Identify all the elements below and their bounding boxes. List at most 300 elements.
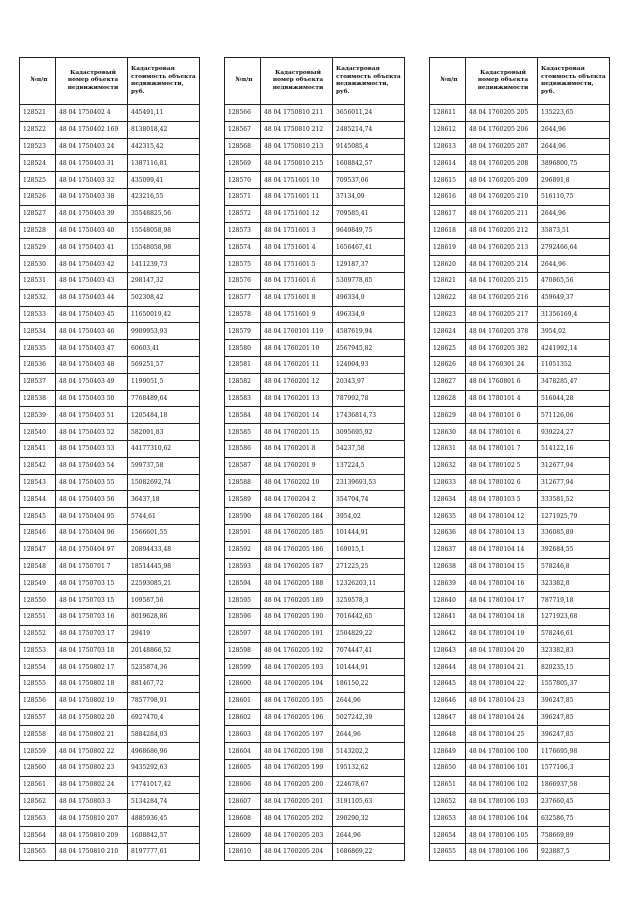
cell-cad-value: 7016442,65 xyxy=(333,608,405,625)
table-row xyxy=(20,676,200,693)
table-row xyxy=(430,726,610,743)
cell-cad-number: 48 04 1760205 195 xyxy=(261,692,333,709)
cadastral-table-3 xyxy=(429,57,610,861)
cell-cad-number: 48 04 1760205 212 xyxy=(466,222,538,239)
cell-cad-number: 48 04 1751601 10 xyxy=(261,172,333,189)
cell-cad-number: 48 04 1750810 207 xyxy=(56,810,128,827)
cell-num: 128590 xyxy=(225,508,261,525)
cell-num: 128624 xyxy=(430,323,466,340)
table-row xyxy=(430,457,610,474)
cell-cad-number: 48 04 1750810 212 xyxy=(261,121,333,138)
cell-cad-number: 48 04 1750403 49 xyxy=(56,373,128,390)
cell-num: 128560 xyxy=(20,760,56,777)
cell-cad-value: 290290,32 xyxy=(333,810,405,827)
cell-cad-value: 9145085,4 xyxy=(333,138,405,155)
cell-cad-number: 48 04 1750403 44 xyxy=(56,289,128,306)
table-row xyxy=(430,205,610,222)
table-row xyxy=(430,373,610,390)
cell-cad-value: 396247,85 xyxy=(538,726,610,743)
cell-cad-value: 5143202,2 xyxy=(333,743,405,760)
cell-cad-number: 48 04 1750404 97 xyxy=(56,541,128,558)
cell-cad-value: 37134,09 xyxy=(333,188,405,205)
table-row xyxy=(225,373,405,390)
table-row xyxy=(20,642,200,659)
cell-cad-value: 35873,51 xyxy=(538,222,610,239)
cell-cad-number: 48 04 1760205 201 xyxy=(261,793,333,810)
table-row xyxy=(225,340,405,357)
table-row xyxy=(20,323,200,340)
cell-cad-value: 1205484,18 xyxy=(128,407,200,424)
cell-num: 128550 xyxy=(20,592,56,609)
cell-cad-number: 48 04 1750810 215 xyxy=(261,155,333,172)
cell-cad-value: 923887,5 xyxy=(538,844,610,861)
cell-num: 128650 xyxy=(430,760,466,777)
cell-num: 128572 xyxy=(225,205,261,222)
cell-num: 128651 xyxy=(430,776,466,793)
cell-num: 128557 xyxy=(20,709,56,726)
cadastral-table-2 xyxy=(224,57,405,861)
cell-cad-number: 48 04 1760204 2 xyxy=(261,491,333,508)
table-row xyxy=(225,743,405,760)
cell-num: 128552 xyxy=(20,625,56,642)
cell-num: 128627 xyxy=(430,373,466,390)
cell-cad-value: 758669,89 xyxy=(538,827,610,844)
table-row xyxy=(225,726,405,743)
cell-num: 128605 xyxy=(225,760,261,777)
cell-cad-value: 2644,96 xyxy=(333,692,405,709)
cell-num: 128652 xyxy=(430,793,466,810)
cell-cad-number: 48 04 1750403 45 xyxy=(56,306,128,323)
table-row xyxy=(430,558,610,575)
cell-num: 128588 xyxy=(225,474,261,491)
cell-cad-value: 709585,41 xyxy=(333,205,405,222)
table-row xyxy=(20,491,200,508)
table-row xyxy=(430,222,610,239)
table-row xyxy=(20,709,200,726)
table-row xyxy=(430,239,610,256)
cell-cad-number: 48 04 1760201 9 xyxy=(261,457,333,474)
cell-num: 128543 xyxy=(20,474,56,491)
cell-cad-value: 5744,61 xyxy=(128,508,200,525)
table-row xyxy=(430,188,610,205)
table-row xyxy=(430,541,610,558)
cell-cad-value: 470865,56 xyxy=(538,272,610,289)
cell-num: 128644 xyxy=(430,659,466,676)
table-row xyxy=(225,105,405,122)
cell-cad-value: 20148866,52 xyxy=(128,642,200,659)
table-row xyxy=(20,138,200,155)
cell-cad-value: 2644,96 xyxy=(538,205,610,222)
cell-cad-value: 2485214,74 xyxy=(333,121,405,138)
cell-num: 128623 xyxy=(430,306,466,323)
cell-cad-value: 31356169,4 xyxy=(538,306,610,323)
table-row xyxy=(20,541,200,558)
cell-cad-value: 3954,02 xyxy=(333,508,405,525)
cell-cad-number: 48 04 1750403 47 xyxy=(56,340,128,357)
table-row xyxy=(225,205,405,222)
cell-num: 128601 xyxy=(225,692,261,709)
cell-num: 128538 xyxy=(20,390,56,407)
cell-cad-number: 48 04 1780104 14 xyxy=(466,541,538,558)
cell-cad-number: 48 04 1750403 38 xyxy=(56,188,128,205)
table-row xyxy=(225,659,405,676)
cell-cad-value: 312677,94 xyxy=(538,457,610,474)
cell-cad-value: 3095695,92 xyxy=(333,424,405,441)
cell-cad-number: 48 04 1760205 193 xyxy=(261,659,333,676)
table-row xyxy=(225,642,405,659)
table-row xyxy=(430,608,610,625)
cell-cad-value: 323382,8 xyxy=(538,575,610,592)
cell-cad-number: 48 04 1750403 42 xyxy=(56,256,128,273)
cell-cad-value: 17741017,42 xyxy=(128,776,200,793)
cell-cad-number: 48 04 1760201 13 xyxy=(261,390,333,407)
cell-cad-number: 48 04 1760205 208 xyxy=(466,155,538,172)
table-row xyxy=(20,524,200,541)
cell-cad-number: 48 04 1750404 96 xyxy=(56,524,128,541)
cell-cad-number: 48 04 1751601 5 xyxy=(261,256,333,273)
cell-cad-value: 186150,22 xyxy=(333,676,405,693)
cell-cad-number: 48 04 1760205 199 xyxy=(261,760,333,777)
cell-cad-number: 48 04 1780104 23 xyxy=(466,692,538,709)
cell-num: 128615 xyxy=(430,172,466,189)
cell-cad-value: 3954,02 xyxy=(538,323,610,340)
cell-cad-number: 48 04 1760205 189 xyxy=(261,592,333,609)
cell-num: 128579 xyxy=(225,323,261,340)
cell-num: 128632 xyxy=(430,457,466,474)
cell-cad-number: 48 04 1751601 3 xyxy=(261,222,333,239)
table-row xyxy=(225,424,405,441)
cell-cad-value: 1387116,81 xyxy=(128,155,200,172)
cell-cad-number: 48 04 1760201 8 xyxy=(261,440,333,457)
cell-cad-number: 48 04 1760201 14 xyxy=(261,407,333,424)
cell-num: 128598 xyxy=(225,642,261,659)
table-row xyxy=(20,289,200,306)
cell-cad-value: 435099,41 xyxy=(128,172,200,189)
cell-num: 128558 xyxy=(20,726,56,743)
cell-cad-number: 48 04 1750403 32 xyxy=(56,172,128,189)
table-row xyxy=(430,844,610,861)
cell-num: 128639 xyxy=(430,575,466,592)
cell-cad-value: 578246,8 xyxy=(538,558,610,575)
header-cad-value: Кадастровая стоимость объекта недвижимости, руб. xyxy=(333,58,405,105)
cell-cad-value: 296891,8 xyxy=(538,172,610,189)
cell-cad-value: 442315,42 xyxy=(128,138,200,155)
cell-num: 128643 xyxy=(430,642,466,659)
cell-cad-value: 224678,67 xyxy=(333,776,405,793)
cell-cad-number: 48 04 1760205 213 xyxy=(466,239,538,256)
table-row xyxy=(430,306,610,323)
table-row xyxy=(430,121,610,138)
table-row xyxy=(20,743,200,760)
cell-cad-number: 48 04 1780104 13 xyxy=(466,524,538,541)
cell-num: 128653 xyxy=(430,810,466,827)
cell-cad-value: 60603,41 xyxy=(128,340,200,357)
cell-cad-value: 2644,96 xyxy=(538,256,610,273)
cell-cad-value: 496334,9 xyxy=(333,289,405,306)
cell-cad-value: 1271923,68 xyxy=(538,608,610,625)
table-row xyxy=(430,592,610,609)
cell-cad-number: 48 04 1750803 3 xyxy=(56,793,128,810)
cell-cad-number: 48 04 1780101 6 xyxy=(466,424,538,441)
cell-cad-number: 48 04 1750802 23 xyxy=(56,760,128,777)
cell-cad-number: 48 04 1750404 95 xyxy=(56,508,128,525)
cell-num: 128626 xyxy=(430,356,466,373)
cell-cad-value: 516044,28 xyxy=(538,390,610,407)
cell-num: 128521 xyxy=(20,105,56,122)
cell-cad-number: 48 04 1760205 196 xyxy=(261,709,333,726)
cell-cad-value: 195132,62 xyxy=(333,760,405,777)
cell-cad-value: 423216,55 xyxy=(128,188,200,205)
cell-cad-number: 48 04 1750810 211 xyxy=(261,105,333,122)
cell-num: 128529 xyxy=(20,239,56,256)
cell-num: 128534 xyxy=(20,323,56,340)
cell-cad-value: 582091,83 xyxy=(128,424,200,441)
cell-num: 128561 xyxy=(20,776,56,793)
table-row xyxy=(225,709,405,726)
cell-num: 128610 xyxy=(225,844,261,861)
cell-num: 128536 xyxy=(20,356,56,373)
table-row xyxy=(20,188,200,205)
cell-num: 128640 xyxy=(430,592,466,609)
cell-cad-value: 3191105,63 xyxy=(333,793,405,810)
header-cad-number: Кадастровый номер объекта недвижимости xyxy=(261,58,333,105)
table-row xyxy=(20,827,200,844)
cell-cad-number: 48 04 1750802 22 xyxy=(56,743,128,760)
cell-cad-value: 109587,56 xyxy=(128,592,200,609)
cell-num: 128577 xyxy=(225,289,261,306)
cell-cad-value: 1557805,37 xyxy=(538,676,610,693)
cell-num: 128564 xyxy=(20,827,56,844)
table-row xyxy=(430,289,610,306)
cell-num: 128611 xyxy=(430,105,466,122)
cell-cad-number: 48 04 1750703 15 xyxy=(56,575,128,592)
cell-num: 128619 xyxy=(430,239,466,256)
table-row xyxy=(20,592,200,609)
table-row xyxy=(20,373,200,390)
cell-num: 128599 xyxy=(225,659,261,676)
cell-cad-value: 54237,58 xyxy=(333,440,405,457)
cell-cad-value: 5235874,36 xyxy=(128,659,200,676)
cell-cad-number: 48 04 1750403 46 xyxy=(56,323,128,340)
table-row xyxy=(225,407,405,424)
cell-cad-value: 2792466,64 xyxy=(538,239,610,256)
table-row xyxy=(20,776,200,793)
cell-cad-number: 48 04 1750802 17 xyxy=(56,659,128,676)
cell-cad-number: 48 04 1750403 55 xyxy=(56,474,128,491)
cell-cad-value: 129187,37 xyxy=(333,256,405,273)
cell-cad-value: 3656011,24 xyxy=(333,105,405,122)
cell-num: 128593 xyxy=(225,558,261,575)
table-row xyxy=(20,105,200,122)
cell-cad-number: 48 04 1750403 41 xyxy=(56,239,128,256)
cell-cad-value: 392684,55 xyxy=(538,541,610,558)
table-row xyxy=(430,659,610,676)
header-cad-value: Кадастровая стоимость объекта недвижимости, руб. xyxy=(538,58,610,105)
table-row xyxy=(225,155,405,172)
table-row xyxy=(430,138,610,155)
cell-cad-value: 4968686,96 xyxy=(128,743,200,760)
table-row xyxy=(225,692,405,709)
cell-num: 128630 xyxy=(430,424,466,441)
cell-cad-number: 48 04 1751601 6 xyxy=(261,272,333,289)
cell-cad-value: 8019628,86 xyxy=(128,608,200,625)
cell-cad-value: 3896800,75 xyxy=(538,155,610,172)
cell-cad-value: 1566601,55 xyxy=(128,524,200,541)
cell-cad-number: 48 04 1780103 5 xyxy=(466,491,538,508)
table-row xyxy=(225,356,405,373)
cell-cad-number: 48 04 1750403 48 xyxy=(56,356,128,373)
cell-cad-number: 48 04 1760205 214 xyxy=(466,256,538,273)
cell-cad-number: 48 04 1750802 21 xyxy=(56,726,128,743)
cell-num: 128631 xyxy=(430,440,466,457)
cell-cad-value: 124004,93 xyxy=(333,356,405,373)
cell-cad-value: 5884284,03 xyxy=(128,726,200,743)
cell-cad-value: 271225,25 xyxy=(333,558,405,575)
cell-cad-value: 396247,85 xyxy=(538,692,610,709)
cell-cad-number: 48 04 1760205 217 xyxy=(466,306,538,323)
table-row xyxy=(225,760,405,777)
cell-cad-number: 48 04 1750703 18 xyxy=(56,642,128,659)
cell-cad-value: 35548825,56 xyxy=(128,205,200,222)
cell-cad-value: 939224,27 xyxy=(538,424,610,441)
cell-cad-value: 298147,32 xyxy=(128,272,200,289)
table-row xyxy=(20,272,200,289)
table-row xyxy=(430,575,610,592)
cell-cad-number: 48 04 1750810 213 xyxy=(261,138,333,155)
cell-num: 128553 xyxy=(20,642,56,659)
cell-cad-number: 48 04 1760205 204 xyxy=(261,844,333,861)
table-row xyxy=(225,608,405,625)
cell-num: 128646 xyxy=(430,692,466,709)
cell-cad-number: 48 04 1750403 56 xyxy=(56,491,128,508)
cell-cad-value: 312677,94 xyxy=(538,474,610,491)
cell-cad-number: 48 04 1751601 4 xyxy=(261,239,333,256)
cell-cad-value: 9909953,93 xyxy=(128,323,200,340)
cell-cad-value: 15082692,74 xyxy=(128,474,200,491)
cell-num: 128618 xyxy=(430,222,466,239)
cell-num: 128591 xyxy=(225,524,261,541)
cell-num: 128527 xyxy=(20,205,56,222)
cell-cad-number: 48 04 1780106 101 xyxy=(466,760,538,777)
cell-num: 128542 xyxy=(20,457,56,474)
cell-num: 128554 xyxy=(20,659,56,676)
cell-num: 128633 xyxy=(430,474,466,491)
cell-cad-value: 2644,96 xyxy=(538,138,610,155)
cell-cad-value: 445491,11 xyxy=(128,105,200,122)
cell-cad-number: 48 04 1760205 186 xyxy=(261,541,333,558)
cell-cad-number: 48 04 1760205 205 xyxy=(466,105,538,122)
cell-num: 128648 xyxy=(430,726,466,743)
cell-num: 128583 xyxy=(225,390,261,407)
cell-num: 128559 xyxy=(20,743,56,760)
cell-cad-value: 1199051,5 xyxy=(128,373,200,390)
cell-num: 128607 xyxy=(225,793,261,810)
cell-cad-number: 48 04 1780106 105 xyxy=(466,827,538,844)
table-header-row xyxy=(430,58,610,105)
table-row xyxy=(225,440,405,457)
cell-num: 128585 xyxy=(225,424,261,441)
cell-cad-value: 29419 xyxy=(128,625,200,642)
cell-num: 128548 xyxy=(20,558,56,575)
cell-num: 128597 xyxy=(225,625,261,642)
cell-num: 128535 xyxy=(20,340,56,357)
cell-num: 128645 xyxy=(430,676,466,693)
cell-num: 128575 xyxy=(225,256,261,273)
cell-cad-value: 44177310,62 xyxy=(128,440,200,457)
cell-cad-value: 137224,5 xyxy=(333,457,405,474)
cell-num: 128625 xyxy=(430,340,466,357)
cell-num: 128616 xyxy=(430,188,466,205)
table-row xyxy=(20,608,200,625)
table-row xyxy=(430,810,610,827)
cell-cad-value: 569251,57 xyxy=(128,356,200,373)
table-row xyxy=(20,659,200,676)
cell-cad-number: 48 04 1751601 8 xyxy=(261,289,333,306)
cell-num: 128620 xyxy=(430,256,466,273)
table-row xyxy=(430,827,610,844)
cell-num: 128602 xyxy=(225,709,261,726)
table-row xyxy=(430,424,610,441)
table-row xyxy=(225,457,405,474)
cell-cad-value: 9435292,63 xyxy=(128,760,200,777)
table-row xyxy=(430,625,610,642)
cell-cad-number: 48 04 1760201 10 xyxy=(261,340,333,357)
table-row xyxy=(20,760,200,777)
cell-num: 128568 xyxy=(225,138,261,155)
cell-cad-value: 9649849,75 xyxy=(333,222,405,239)
cell-num: 128563 xyxy=(20,810,56,827)
cell-cad-number: 48 04 1760202 10 xyxy=(261,474,333,491)
cell-num: 128622 xyxy=(430,289,466,306)
table-row xyxy=(20,726,200,743)
cell-cad-value: 1577106,3 xyxy=(538,760,610,777)
cell-cad-number: 48 04 1760205 202 xyxy=(261,810,333,827)
cell-num: 128629 xyxy=(430,407,466,424)
cell-num: 128642 xyxy=(430,625,466,642)
table-row xyxy=(225,491,405,508)
cell-num: 128586 xyxy=(225,440,261,457)
cell-num: 128530 xyxy=(20,256,56,273)
cell-cad-number: 48 04 1760205 190 xyxy=(261,608,333,625)
cell-cad-number: 48 04 1780106 106 xyxy=(466,844,538,861)
cell-cad-value: 2644,96 xyxy=(538,121,610,138)
cell-num: 128522 xyxy=(20,121,56,138)
cell-cad-number: 48 04 1750802 18 xyxy=(56,676,128,693)
table-row xyxy=(225,676,405,693)
cell-num: 128606 xyxy=(225,776,261,793)
cell-num: 128609 xyxy=(225,827,261,844)
table-row xyxy=(20,692,200,709)
cell-cad-value: 11051352 xyxy=(538,356,610,373)
header-num: №п/п xyxy=(20,58,56,105)
cell-num: 128592 xyxy=(225,541,261,558)
cell-cad-value: 514122,16 xyxy=(538,440,610,457)
cell-cad-number: 48 04 1750403 52 xyxy=(56,424,128,441)
table-row xyxy=(20,222,200,239)
cell-cad-value: 5134284,74 xyxy=(128,793,200,810)
cell-cad-number: 48 04 1750403 51 xyxy=(56,407,128,424)
table-row xyxy=(20,340,200,357)
cell-num: 128551 xyxy=(20,608,56,625)
cell-num: 128614 xyxy=(430,155,466,172)
table-row xyxy=(20,256,200,273)
table-row xyxy=(225,776,405,793)
table-row xyxy=(430,793,610,810)
cell-num: 128556 xyxy=(20,692,56,709)
cell-cad-number: 48 04 1760205 207 xyxy=(466,138,538,155)
table-row xyxy=(430,743,610,760)
cell-num: 128574 xyxy=(225,239,261,256)
